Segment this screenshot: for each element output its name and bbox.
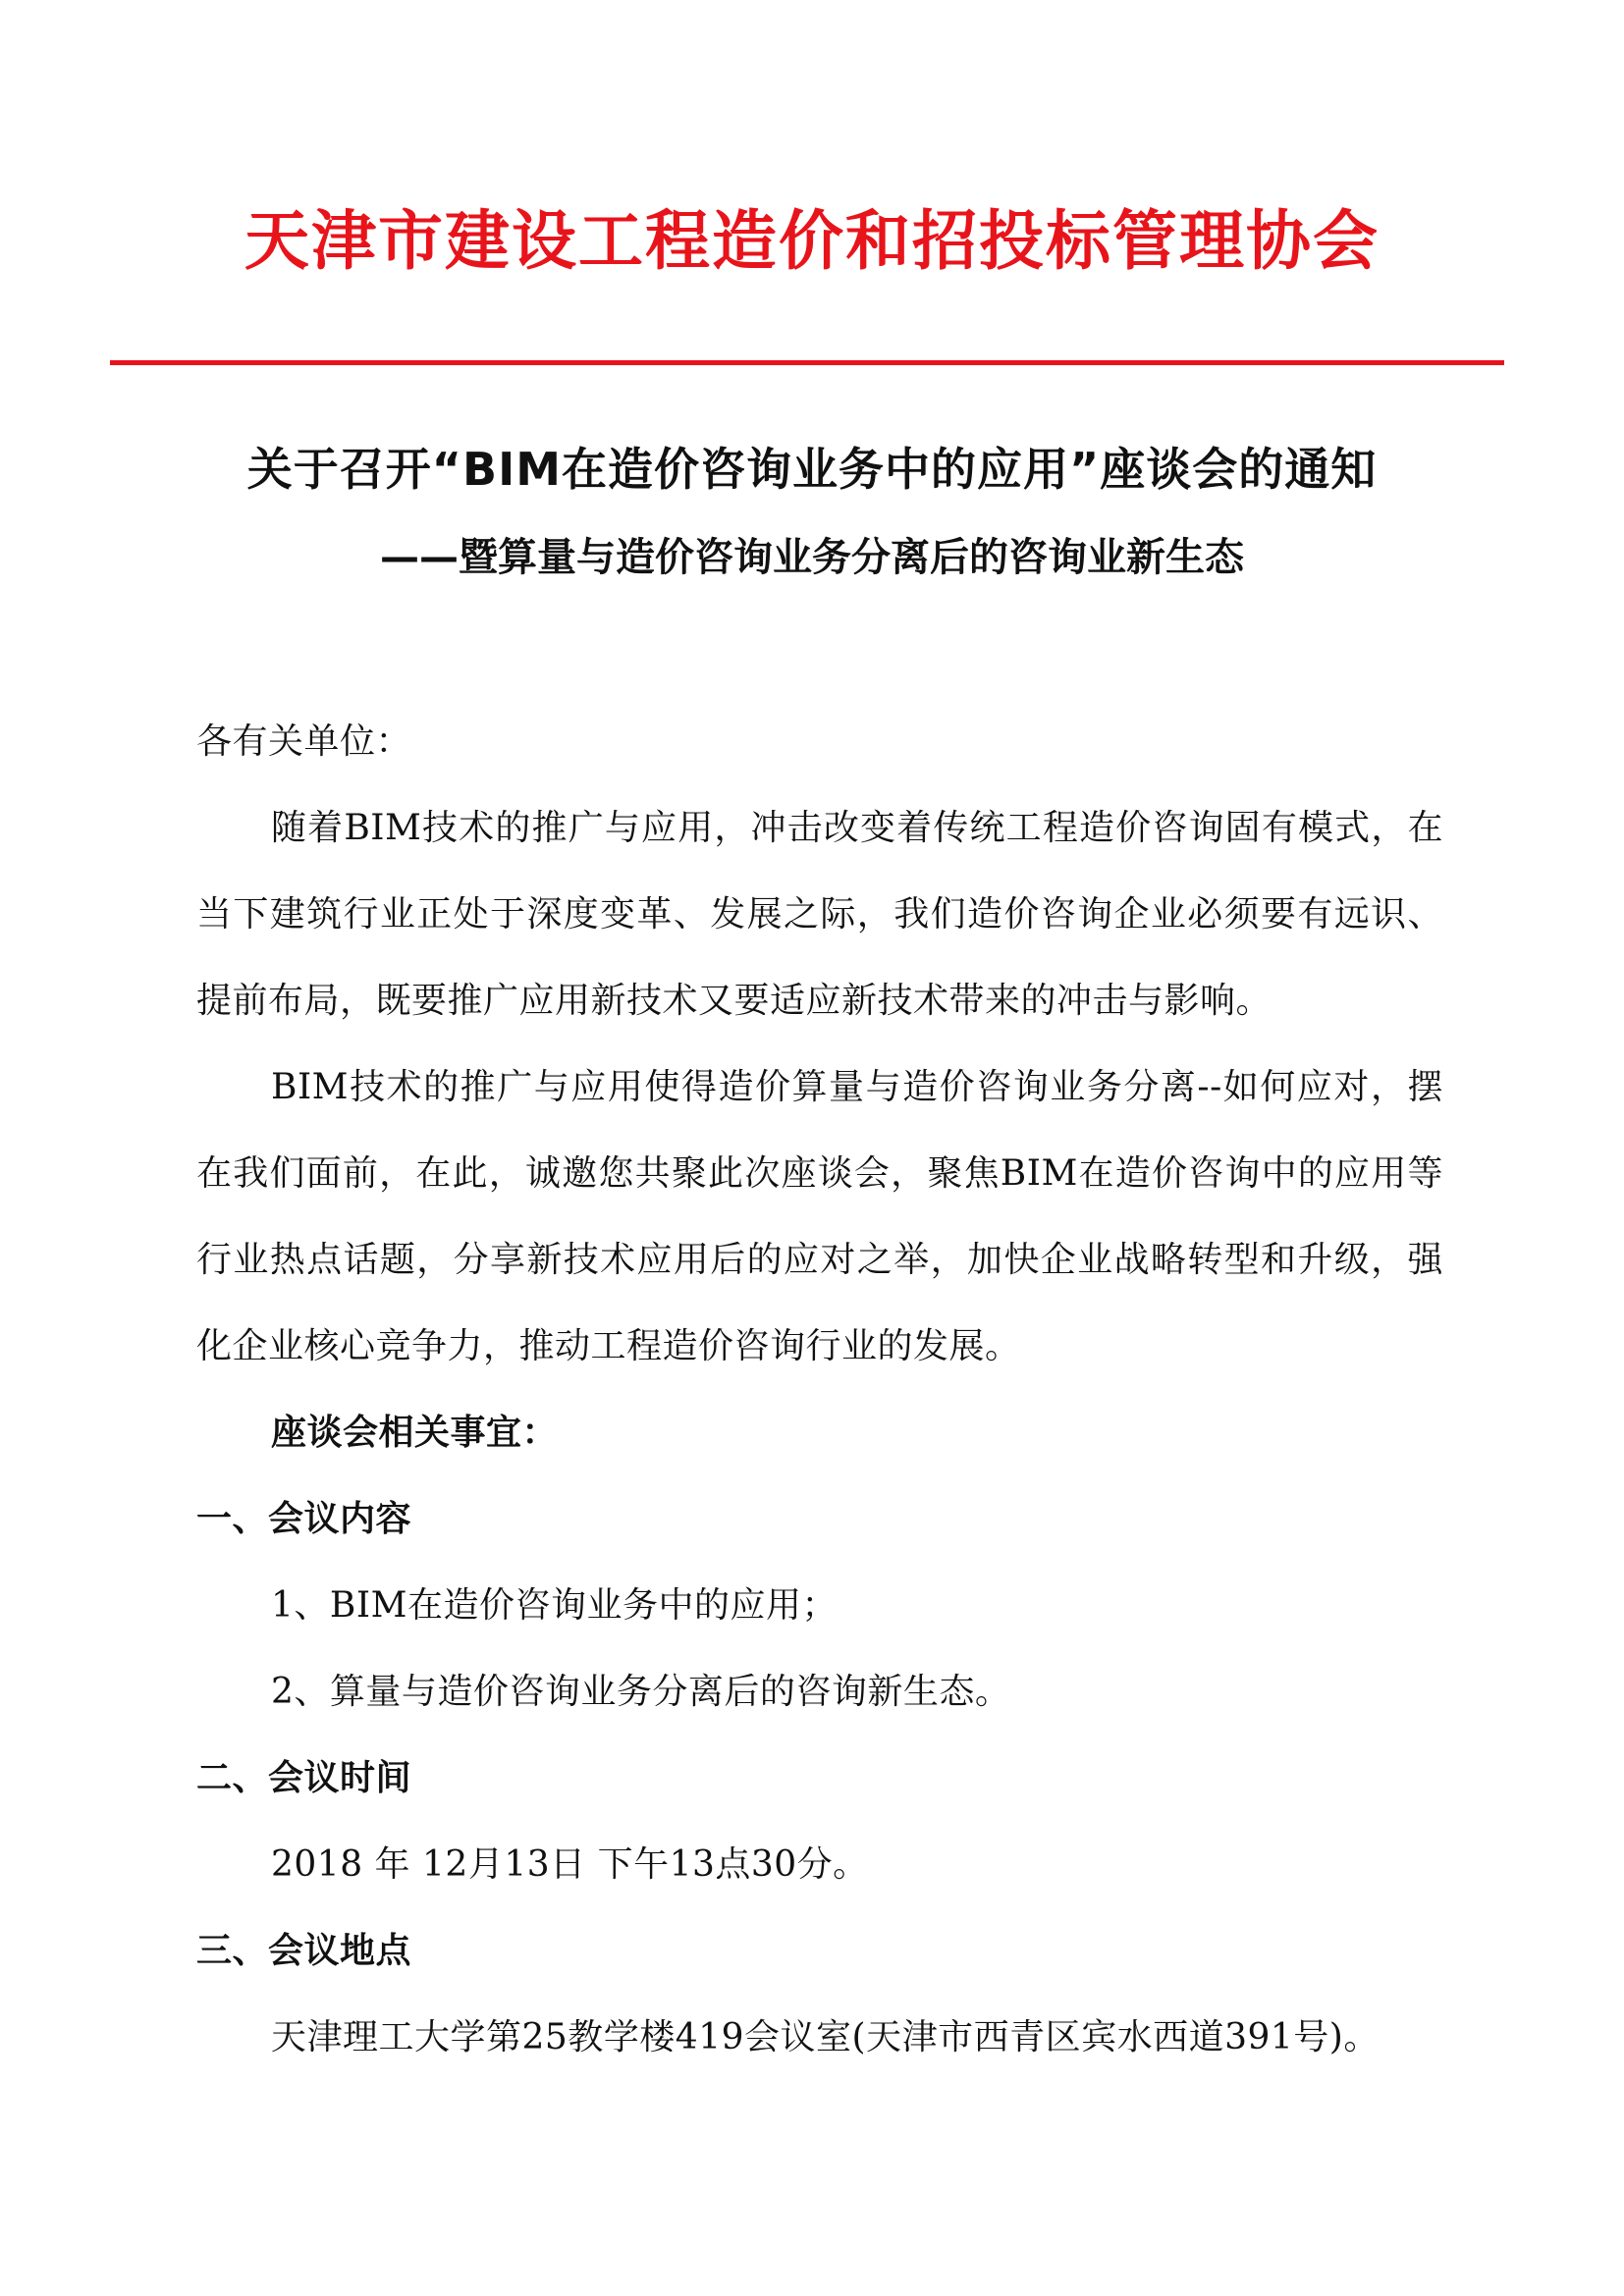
matters-heading: 座谈会相关事宜： [271,1413,559,1453]
paragraph-intro: 随着BIM技术的推广与应用，冲击改变着传统工程造价咨询固有模式，在当下建筑行业正处于深度变革、发展之际，我们造价咨询企业必须要有远识、提前布局，既要推广应用新技术又要适应新技术带来的冲击与影响。 [196,808,1443,1021]
list-item: 1、BIM在造价咨询业务中的应用； [271,1585,838,1626]
salutation: 各有关单位： [196,721,412,762]
notice-body [196,699,1443,2081]
header-divider [110,360,1504,365]
meeting-time: 2018 年 12月13日 下午13点30分。 [271,1844,869,1885]
section-heading-time: 二、会议时间 [196,1758,412,1798]
paragraph-invitation: BIM技术的推广与应用使得造价算量与造价咨询业务分离--如何应对，摆在我们面前，在此，诚邀您共聚此次座谈会，聚焦BIM在造价咨询中的应用等行业热点话题，分享新技术应用后的应对之举，加快企业战略转型和升级，强化企业核心竞争力，推动工程造价咨询行业的发展。 [196,1067,1443,1366]
organization-header: 天津市建设工程造价和招投标管理协会 [244,202,1380,279]
notice-title: 关于召开“BIM在造价咨询业务中的应用”座谈会的通知 [246,443,1378,496]
list-item: 2、算量与造价咨询业务分离后的咨询新生态。 [271,1672,1011,1712]
notice-subtitle: ——暨算量与造价咨询业务分离后的咨询业新生态 [380,535,1244,580]
section-heading-content: 一、会议内容 [196,1499,412,1539]
section-heading-location: 三、会议地点 [196,1931,412,1971]
meeting-location: 天津理工大学第25教学楼419会议室(天津市西青区宾水西道391号)。 [271,2017,1380,2057]
